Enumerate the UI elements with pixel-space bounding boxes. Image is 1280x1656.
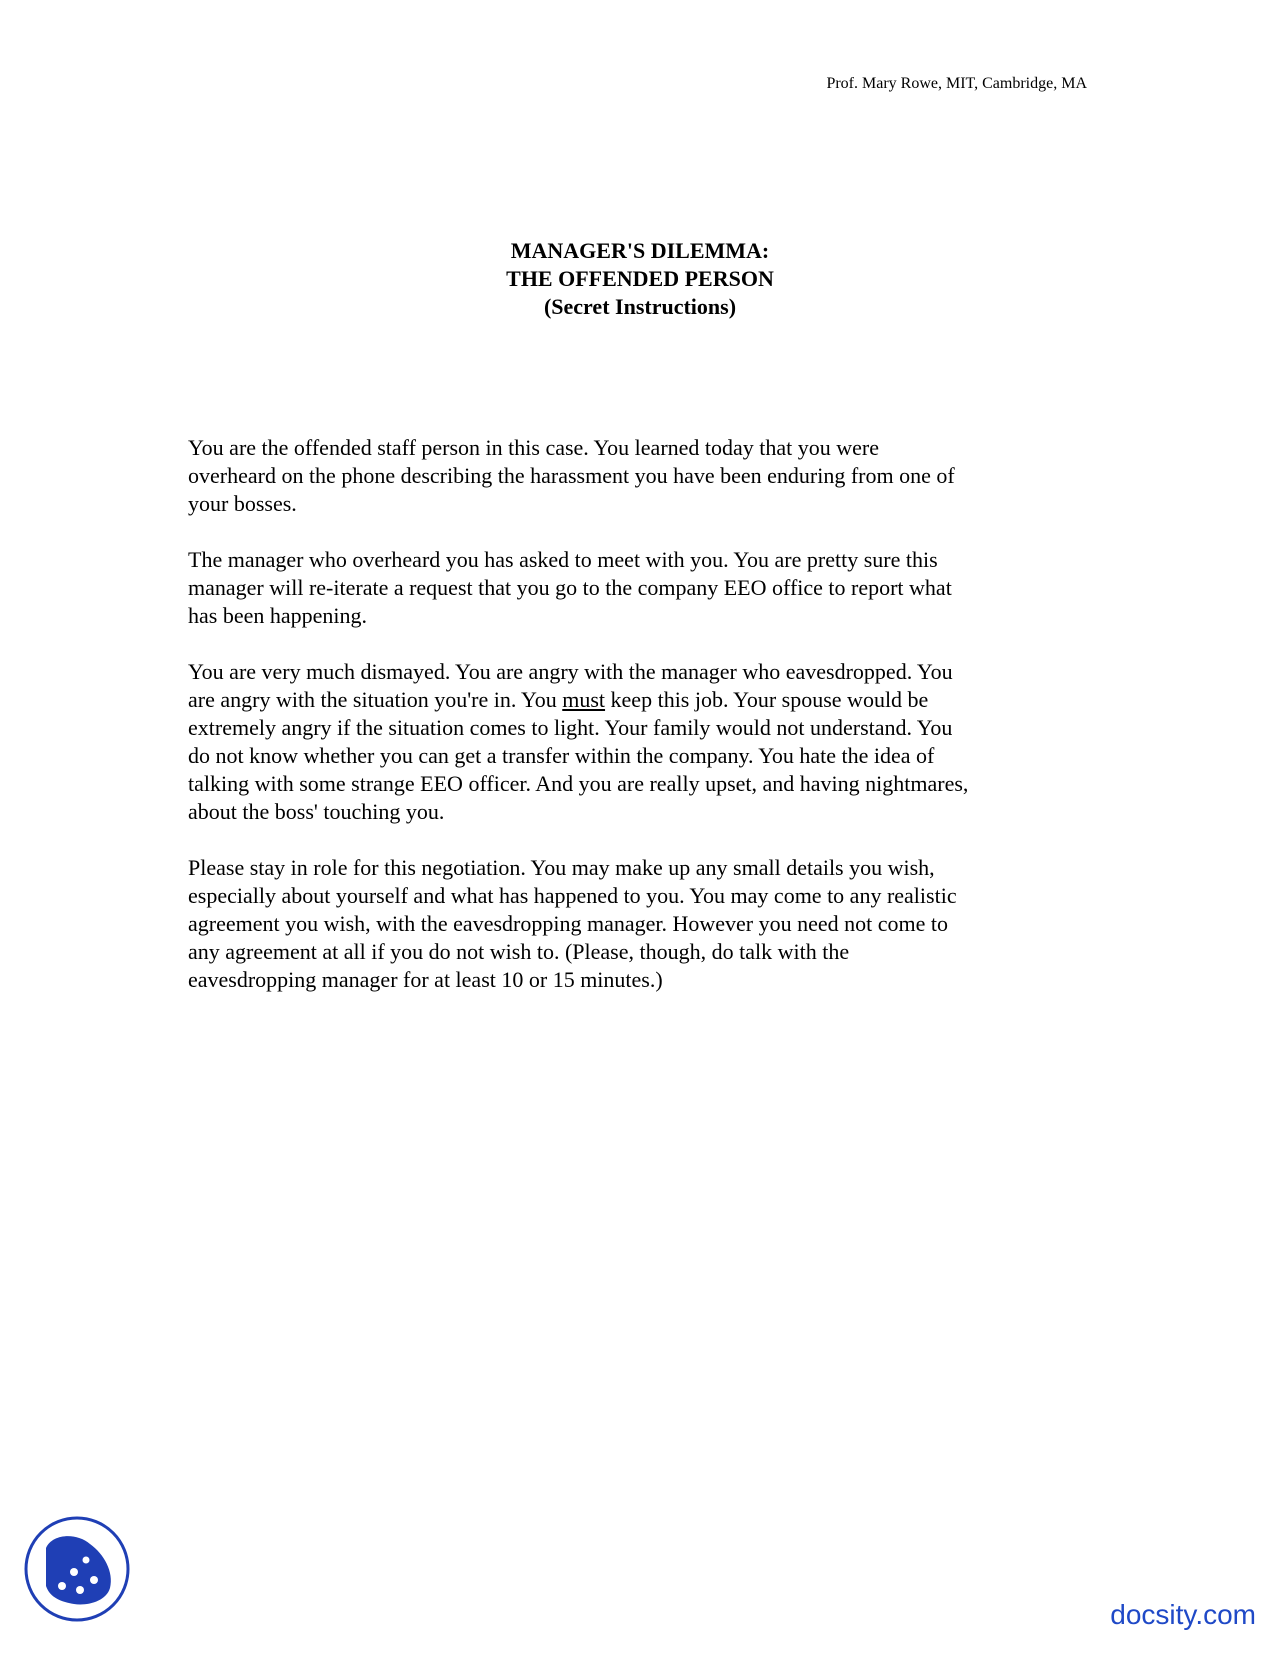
paragraph-line: any agreement at all if you do not wish to. (Please, though, do talk with the [188,939,850,964]
text-segment: are angry with the situation you're in. You [188,687,563,712]
paragraph-line: Please stay in role for this negotiation. You may make up any small details you wish, [188,855,935,880]
paragraph-line: has been happening. [188,603,367,628]
paragraph-line: agreement you wish, with the eavesdropping manager. However you need not come to [188,911,948,936]
paragraph-line: extremely angry if the situation comes to light. Your family would not understand. You [188,715,953,740]
paragraph-line: especially about yourself and what has happened to you. You may come to any realistic [188,883,957,908]
document-title [300,237,980,321]
document-body [188,434,1108,1022]
paragraph-line: You are very much dismayed. You are angry with the manager who eavesdropped. You [188,659,953,684]
paragraph-line: eavesdropping manager for at least 10 or 15 minutes.) [188,967,663,992]
paragraph-line: overheard on the phone describing the harassment you have been enduring from one of [188,463,955,488]
paragraph-line: manager will re-iterate a request that you go to the company EEO office to report what [188,575,952,600]
title-line-2: THE OFFENDED PERSON [506,266,774,291]
docsity-link[interactable]: docsity.com [1110,1599,1256,1630]
title-line-3: (Secret Instructions) [543,294,737,319]
underlined-word: must [562,687,606,712]
paragraph-4 [188,854,1108,994]
paragraph-line: about the boss' touching you. [188,799,445,824]
paragraph-line: The manager who overheard you has asked to meet with you. You are pretty sure this [188,547,938,572]
paragraph-line-with-emphasis [188,686,1108,714]
paragraph-3 [188,658,1108,826]
docsity-logo-graphic [22,1514,132,1624]
title-line-1: MANAGER'S DILEMMA: [510,238,770,263]
paragraph-2 [188,546,1108,630]
paragraph-line: your bosses. [188,491,297,516]
docsity-logo-icon[interactable] [22,1514,132,1624]
paragraph-line: do not know whether you can get a transfer within the company. You hate the idea of [188,743,935,768]
text-segment: keep this job. Your spouse would be [605,687,929,712]
author-attribution: Prof. Mary Rowe, MIT, Cambridge, MA [826,75,1087,92]
paragraph-1 [188,434,1108,518]
paragraph-line: talking with some strange EEO officer. And you are really upset, and having nightmares, [188,771,969,796]
paragraph-line: You are the offended staff person in this case. You learned today that you were [188,435,880,460]
